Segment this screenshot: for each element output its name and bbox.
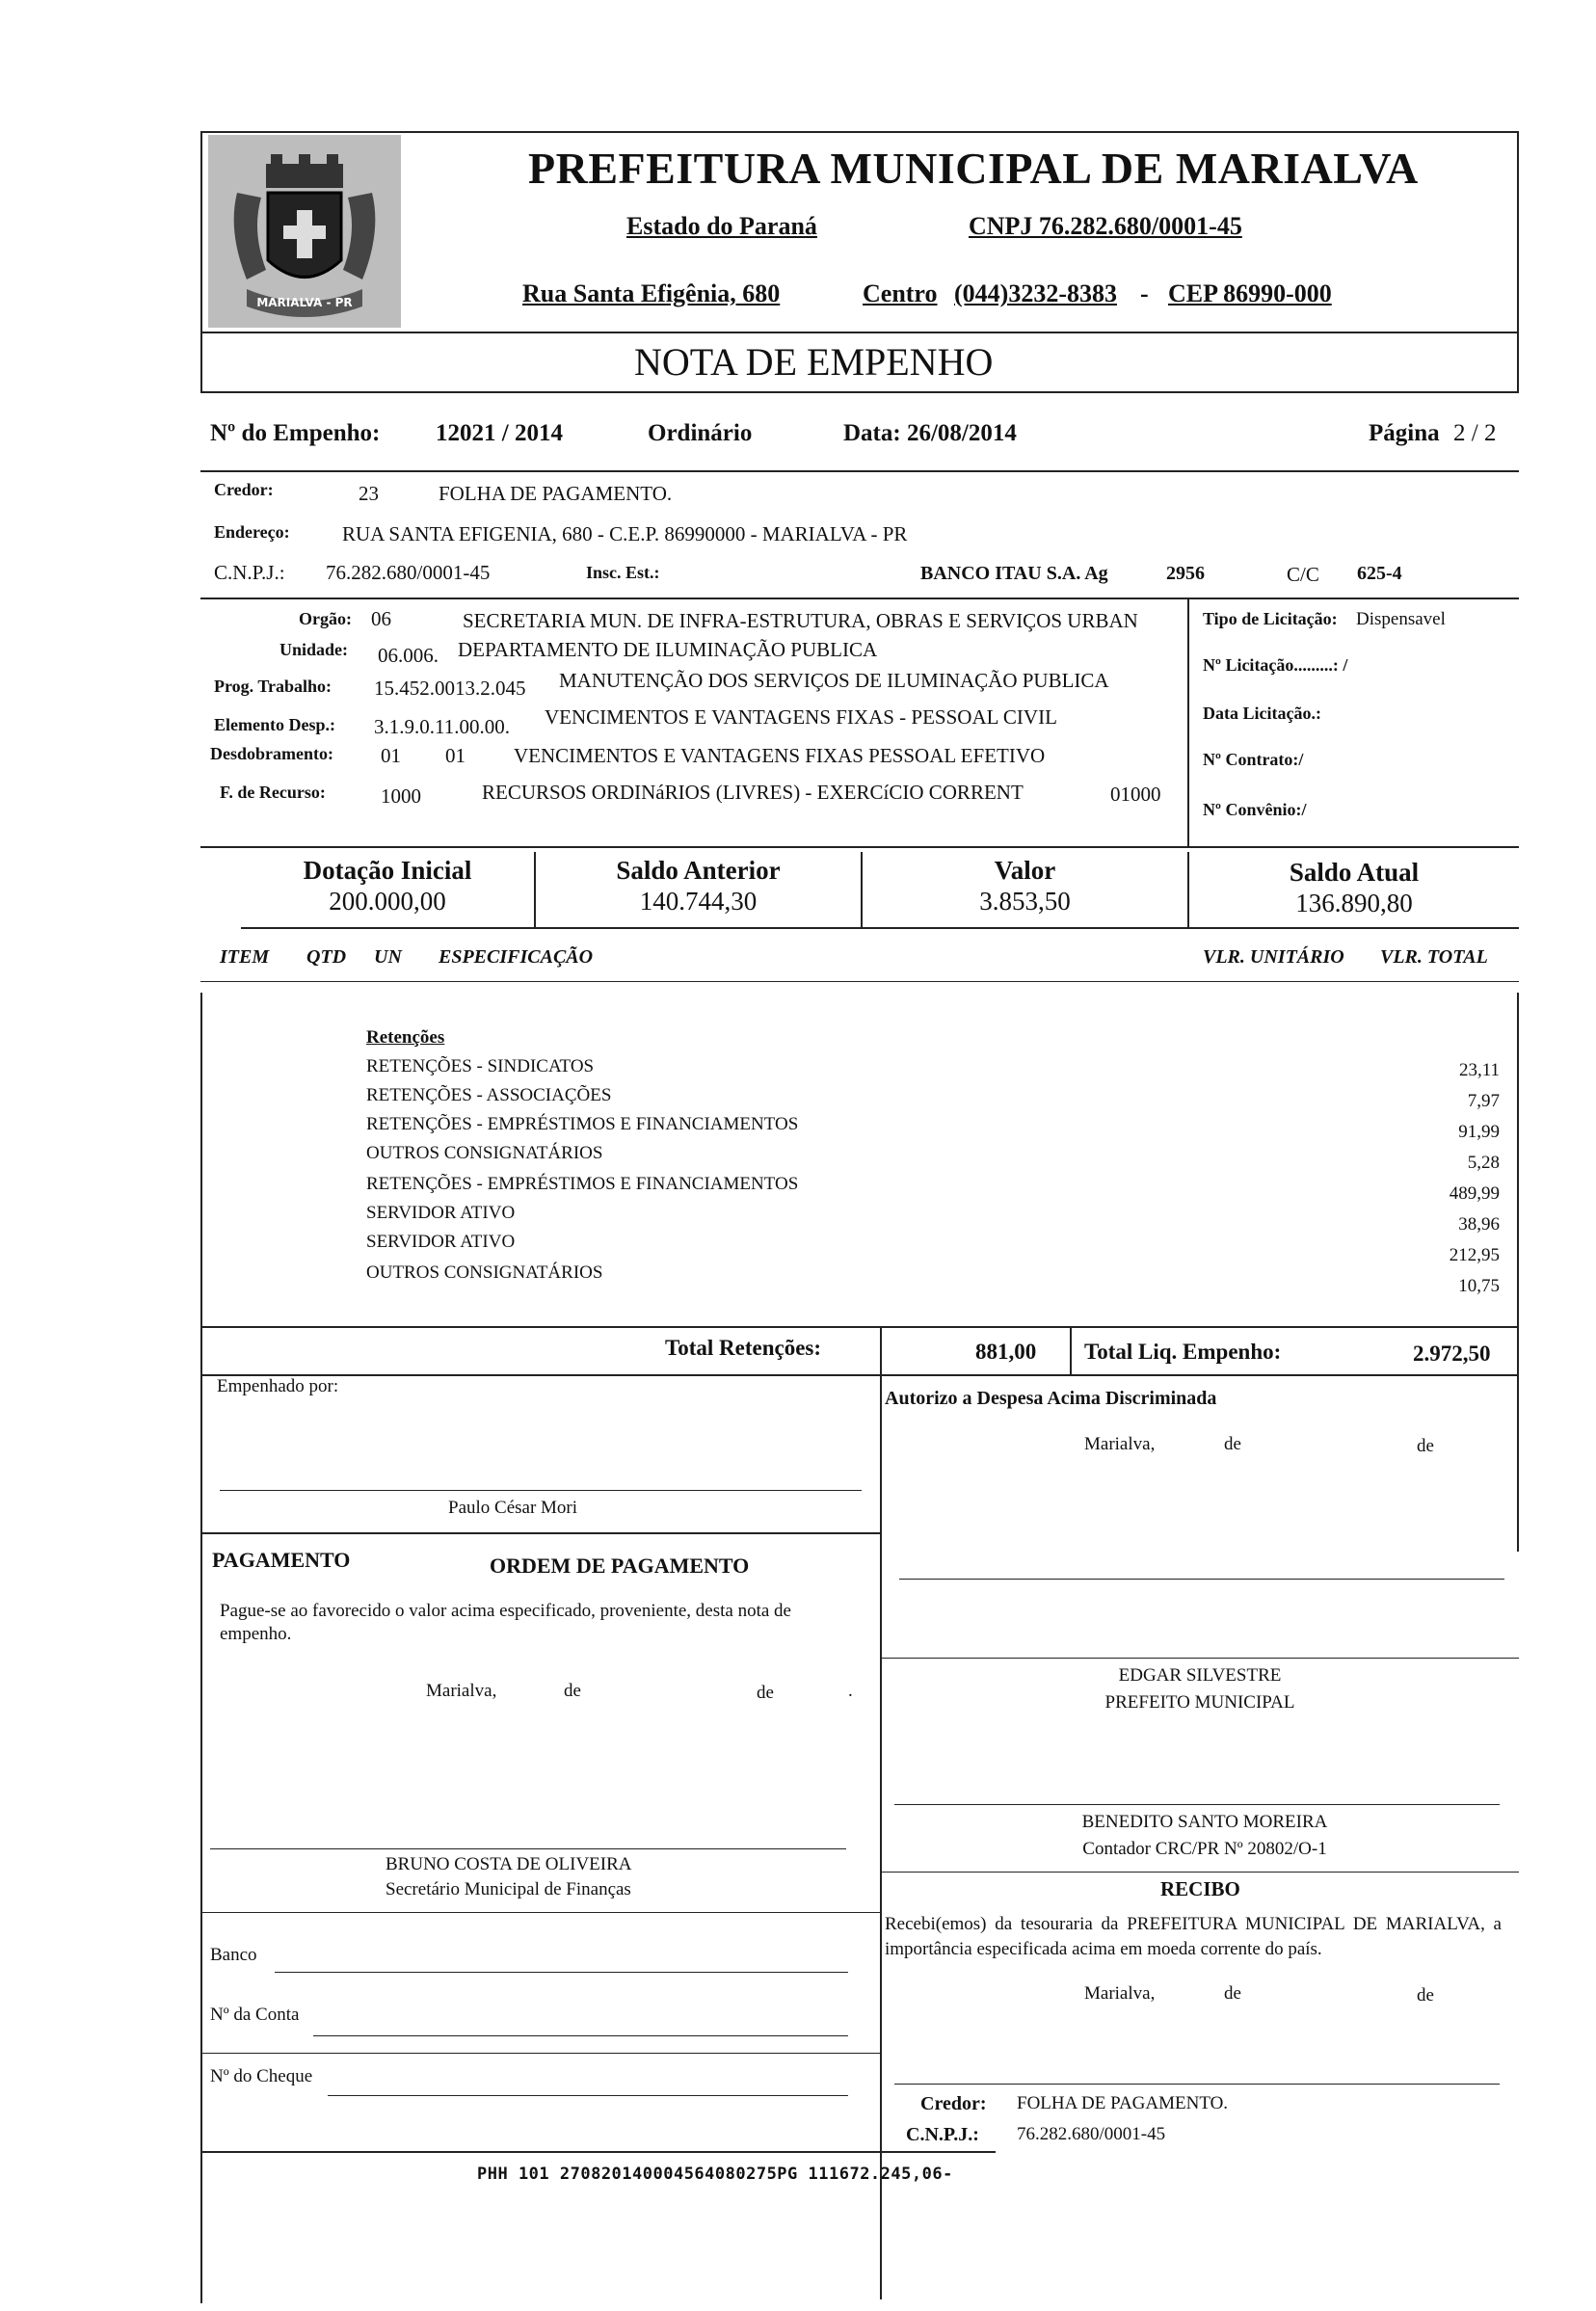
recibo-cnpj-value: 76.282.680/0001-45 <box>1017 2124 1166 2144</box>
orgao-label: Orgão: <box>299 609 352 628</box>
col-qtd: QTD <box>306 946 347 968</box>
saldo-atual-label: Saldo Atual <box>1289 858 1420 887</box>
header-divider <box>200 332 1519 333</box>
autorizo-de-2: de <box>1417 1436 1434 1456</box>
footer-code: PHH 101 270820140004564080275PG 111672.245,06- <box>477 2165 953 2184</box>
items-header-divider <box>200 981 1519 982</box>
saldo-atual-value: 136.890,80 <box>1295 889 1413 917</box>
elemento-code: 3.1.9.0.11.00.00. <box>374 715 510 738</box>
page-label: Página <box>1369 420 1440 446</box>
prog-name: MANUTENÇÃO DOS SERVIÇOS DE ILUMINAÇÃO PUBLICA <box>559 669 1109 692</box>
doc-title: NOTA DE EMPENHO <box>634 340 994 384</box>
pagamento-label: PAGAMENTO <box>212 1548 351 1572</box>
desdobramento-code2: 01 <box>445 744 466 767</box>
col-item: ITEM <box>220 946 270 968</box>
col-un: UN <box>374 946 402 968</box>
retencao-desc: SERVIDOR ATIVO <box>366 1203 516 1223</box>
empenho-date: Data: 26/08/2014 <box>843 420 1017 446</box>
retencao-desc: RETENÇÕES - EMPRÉSTIMOS E FINANCIAMENTOS <box>366 1114 799 1134</box>
pagamento-texto: Pague-se ao favorecido o valor acima especificado, proveniente, desta nota de empenho. <box>220 1601 791 1644</box>
credor-divider <box>200 598 1519 599</box>
credor-name: FOLHA DE PAGAMENTO. <box>439 482 673 505</box>
municipal-crest-logo <box>208 135 401 328</box>
total-retencoes-value: 881,00 <box>975 1340 1037 1364</box>
retencao-valor: 38,96 <box>1458 1214 1500 1235</box>
footer-line <box>200 2151 880 2153</box>
cnpj-label: C.N.P.J.: <box>214 561 285 584</box>
contrato: Nº Contrato:/ <box>1203 750 1304 769</box>
retencoes-title: Retenções <box>366 1027 445 1048</box>
recibo-de-2: de <box>1417 1985 1434 2006</box>
orgao-code: 06 <box>371 607 391 630</box>
retencao-valor: 489,99 <box>1449 1183 1500 1204</box>
autorizo-signature-line <box>899 1579 1504 1580</box>
recibo-title: RECIBO <box>1160 1877 1240 1900</box>
total-liquido-value: 2.972,50 <box>1413 1341 1491 1366</box>
valor-value: 3.853,50 <box>979 887 1071 916</box>
empenho-type: Ordinário <box>648 420 753 446</box>
unidade-name: DEPARTAMENTO DE ILUMINAÇÃO PUBLICA <box>458 638 878 661</box>
retencao-desc: RETENÇÕES - EMPRÉSTIMOS E FINANCIAMENTOS <box>366 1174 799 1194</box>
retencao-desc: RETENÇÕES - SINDICATOS <box>366 1056 595 1076</box>
retencao-valor: 212,95 <box>1449 1245 1500 1265</box>
items-left-border <box>200 993 202 2303</box>
dotacao-inicial-value: 200.000,00 <box>329 887 446 916</box>
retencao-valor: 5,28 <box>1467 1153 1500 1173</box>
conta-bottom-line <box>200 2053 880 2054</box>
cheque-label: Nº do Cheque <box>210 2066 313 2086</box>
ordem-pagamento-label: ORDEM DE PAGAMENTO <box>490 1554 750 1578</box>
prog-code: 15.452.0013.2.045 <box>374 677 526 700</box>
recibo-de-1: de <box>1224 1983 1241 2004</box>
empenhado-por-label: Empenhado por: <box>217 1376 339 1396</box>
recurso-label: F. de Recurso: <box>220 783 326 802</box>
cheque-field-line[interactable] <box>328 2095 848 2096</box>
recurso-code2: 01000 <box>1110 783 1161 806</box>
autorizo-marialva: Marialva, <box>1084 1434 1156 1454</box>
header-cnpj: CNPJ 76.282.680/0001-45 <box>969 212 1242 240</box>
recurso-name: RECURSOS ORDINáRIOS (LIVRES) - EXERCíCIO CORRENT <box>482 781 1024 804</box>
items-right-border <box>1517 993 1519 1552</box>
header-state: Estado do Paraná <box>626 212 817 240</box>
desdobramento-code1: 01 <box>381 744 401 767</box>
retencao-desc: RETENÇÕES - ASSOCIAÇÕES <box>366 1085 612 1105</box>
insc-est-label: Insc. Est.: <box>586 563 660 582</box>
licitacao-data: Data Licitação.: <box>1203 704 1321 723</box>
retencao-desc: OUTROS CONSIGNATÁRIOS <box>366 1143 603 1163</box>
pagamento-de-2: de <box>757 1683 774 1703</box>
saldo-anterior-value: 140.744,30 <box>639 887 758 916</box>
contador-nome: BENEDITO SANTO MOREIRA <box>1081 1812 1328 1832</box>
header-cep: CEP 86990-000 <box>1168 279 1332 307</box>
licitacao-numero: Nº Licitação.........: / <box>1203 655 1348 675</box>
endereco-label: Endereço: <box>214 522 290 542</box>
col-vlr-unit: VLR. UNITÁRIO <box>1203 946 1344 968</box>
empenhado-nome: Paulo César Mori <box>448 1498 578 1518</box>
saldo-anterior-label: Saldo Anterior <box>616 856 781 885</box>
cnpj-value: 76.282.680/0001-45 <box>326 561 491 584</box>
secretario-nome: BRUNO COSTA DE OLIVEIRA <box>386 1854 632 1874</box>
desdobramento-label: Desdobramento: <box>210 744 333 763</box>
col-vlr-total: VLR. TOTAL <box>1380 946 1488 968</box>
prefeito-top-line <box>880 1658 1519 1659</box>
credor-code: 23 <box>359 482 379 505</box>
total-retencoes-label: Total Retenções: <box>665 1336 822 1360</box>
retencao-desc: SERVIDOR ATIVO <box>366 1232 516 1252</box>
recibo-signature-line <box>894 2084 1500 2085</box>
valor-label: Valor <box>994 856 1056 885</box>
col-espec: ESPECIFICAÇÃO <box>439 946 594 968</box>
pagamento-top-line <box>200 1532 880 1534</box>
retencao-valor: 10,75 <box>1458 1276 1500 1296</box>
total-liquido-label: Total Liq. Empenho: <box>1084 1340 1282 1364</box>
autorizo-de-1: de <box>1224 1434 1241 1454</box>
footer-line-right <box>880 2151 996 2153</box>
endereco-value: RUA SANTA EFIGENIA, 680 - C.E.P. 86990000 - MARIALVA - PR <box>342 522 908 545</box>
recibo-marialva: Marialva, <box>1084 1983 1156 2004</box>
empenho-number: 12021 / 2014 <box>436 420 563 446</box>
recibo-cnpj-label: C.N.P.J.: <box>906 2124 979 2145</box>
cc-value: 625-4 <box>1357 563 1402 584</box>
recurso-code: 1000 <box>381 784 421 808</box>
recibo-texto: Recebi(emos) da tesouraria da PREFEITURA MUNICIPAL DE MARIALVA, a importância especificada acima em moeda corrente do país. <box>885 1914 1502 1959</box>
autorizo-text: Autorizo a Despesa Acima Discriminada <box>885 1388 1217 1409</box>
convenio: Nº Convênio:/ <box>1203 800 1307 819</box>
page-number: 2 / 2 <box>1453 420 1497 446</box>
conta-field-line[interactable] <box>313 2035 848 2036</box>
licitacao-tipo-label: Tipo de Licitação: <box>1203 609 1338 628</box>
prefeito-nome: EDGAR SILVESTRE <box>1118 1665 1282 1686</box>
header-phone: (044)3232-8383 <box>954 279 1117 307</box>
header-title: PREFEITURA MUNICIPAL DE MARIALVA <box>528 144 1419 193</box>
prefeito-cargo: PREFEITO MUNICIPAL <box>1104 1692 1295 1713</box>
licitacao-tipo: Dispensavel <box>1356 609 1446 629</box>
elemento-name: VENCIMENTOS E VANTAGENS FIXAS - PESSOAL CIVIL <box>545 705 1057 729</box>
cc-label: C/C <box>1287 563 1319 586</box>
unidade-code: 06.006. <box>378 644 439 667</box>
crest-ribbon-text: MARIALVA - PR <box>256 296 353 309</box>
banco-label: Banco <box>210 1945 257 1965</box>
banco-field-line[interactable] <box>275 1972 848 1973</box>
licitacao-separator <box>1187 599 1189 846</box>
prog-label: Prog. Trabalho: <box>214 677 332 696</box>
dotacao-divider <box>200 846 1519 848</box>
totals-bottom-line <box>200 1374 1519 1376</box>
recibo-credor-value: FOLHA DE PAGAMENTO. <box>1017 2093 1229 2113</box>
retencao-valor: 23,11 <box>1458 1060 1500 1080</box>
header-district: Centro <box>863 279 938 307</box>
conta-label: Nº da Conta <box>210 2005 300 2025</box>
recibo-credor-label: Credor: <box>920 2093 987 2114</box>
contador-cargo: Contador CRC/PR Nº 20802/O-1 <box>1082 1839 1327 1859</box>
banco-top-line <box>200 1912 880 1913</box>
pagamento-de-1: de <box>564 1681 581 1701</box>
orgao-name: SECRETARIA MUN. DE INFRA-ESTRUTURA, OBRAS E SERVIÇOS URBAN <box>463 609 1138 632</box>
totals-top-line <box>200 1326 1519 1328</box>
dotacao-inicial-label: Dotação Inicial <box>303 856 472 885</box>
header-dash: - <box>1140 279 1149 307</box>
desdobramento-name: VENCIMENTOS E VANTAGENS FIXAS PESSOAL EFETIVO <box>514 744 1046 767</box>
retencao-desc: OUTROS CONSIGNATÁRIOS <box>366 1262 603 1283</box>
totals-sep-2 <box>1070 1326 1072 1374</box>
contador-signature-line <box>894 1804 1500 1805</box>
secretario-cargo: Secretário Municipal de Finanças <box>386 1879 631 1899</box>
pagamento-dot: . <box>848 1681 853 1701</box>
totals-sep-1 <box>880 1326 882 2299</box>
agencia-value: 2956 <box>1166 563 1205 584</box>
unidade-label: Unidade: <box>279 640 349 659</box>
elemento-label: Elemento Desp.: <box>214 715 335 734</box>
secretario-signature-line <box>210 1848 846 1849</box>
retencao-valor: 7,97 <box>1467 1091 1500 1111</box>
header-address: Rua Santa Efigênia, 680 <box>522 279 781 307</box>
retencao-valor: 91,99 <box>1458 1122 1500 1142</box>
pagamento-marialva: Marialva, <box>426 1681 497 1701</box>
empenho-divider <box>200 470 1519 472</box>
empenho-number-label: Nº do Empenho: <box>210 420 381 446</box>
recibo-top-line <box>880 1872 1519 1873</box>
banco-name: BANCO ITAU S.A. Ag <box>920 563 1108 584</box>
credor-label: Credor: <box>214 480 274 499</box>
empenhado-signature-line <box>220 1490 862 1491</box>
